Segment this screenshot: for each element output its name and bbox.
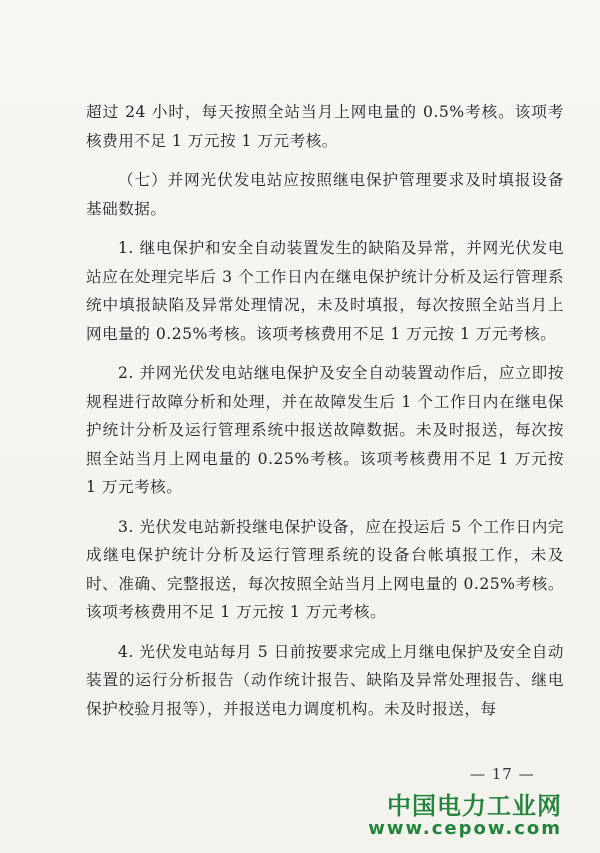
paragraph-item-4: 4. 光伏发电站每月 5 日前按要求完成上月继电保护及安全自动装置的运行分析报告（动作统计报告、缺陷及异常处理报告、继电保护校验月报等），并报送电力调度机构。未及时报送，每: [86, 642, 564, 718]
paragraph-item-2: 2. 并网光伏发电站继电保护及安全自动装置动作后，应立即按规程进行故障分析和处理，并在故障发生后 1 个工作日内在继电保护统计分析及运行管理系统中报送故障数据。未及时报送，每次按照全站当月上网电量的 0.25%考核。该项考核费用不足 1 万元按 1 万元考核。: [86, 364, 564, 496]
paragraph-item-1: 1. 继电保护和安全自动装置发生的缺陷及异常，并网光伏发电站应在处理完毕后 3 个工作日内在继电保护统计分析及运行管理系统中填报缺陷及异常处理情况，未及时填报，每次按照全站当月上网电量的 0.25%考核。该项考核费用不足 1 万元按 1 万元考核。: [86, 239, 564, 343]
page-number: — 17 —: [470, 765, 535, 783]
document-body: [86, 98, 564, 734]
paragraph-section-seven: （七）并网光伏发电站应按照继电保护管理要求及时填报设备基础数据。: [86, 171, 564, 218]
paragraph-item-3: 3. 光伏发电站新投继电保护设备，应在投运后 5 个工作日内完成继电保护统计分析及运行管理系统的设备台帐填报工作，未及时、准确、完整报送，每次按照全站当月上网电量的 0.25%考核。该项考核费用不足 1 万元按 1 万元考核。: [86, 517, 564, 621]
watermark-title: 中国电力工业网: [387, 792, 562, 820]
watermark-url: www.cepow.com: [368, 818, 562, 839]
paragraph-continuation: 超过 24 小时，每天按照全站当月上网电量的 0.5%考核。该项考核费用不足 1 万元按 1 万元考核。: [86, 103, 564, 150]
